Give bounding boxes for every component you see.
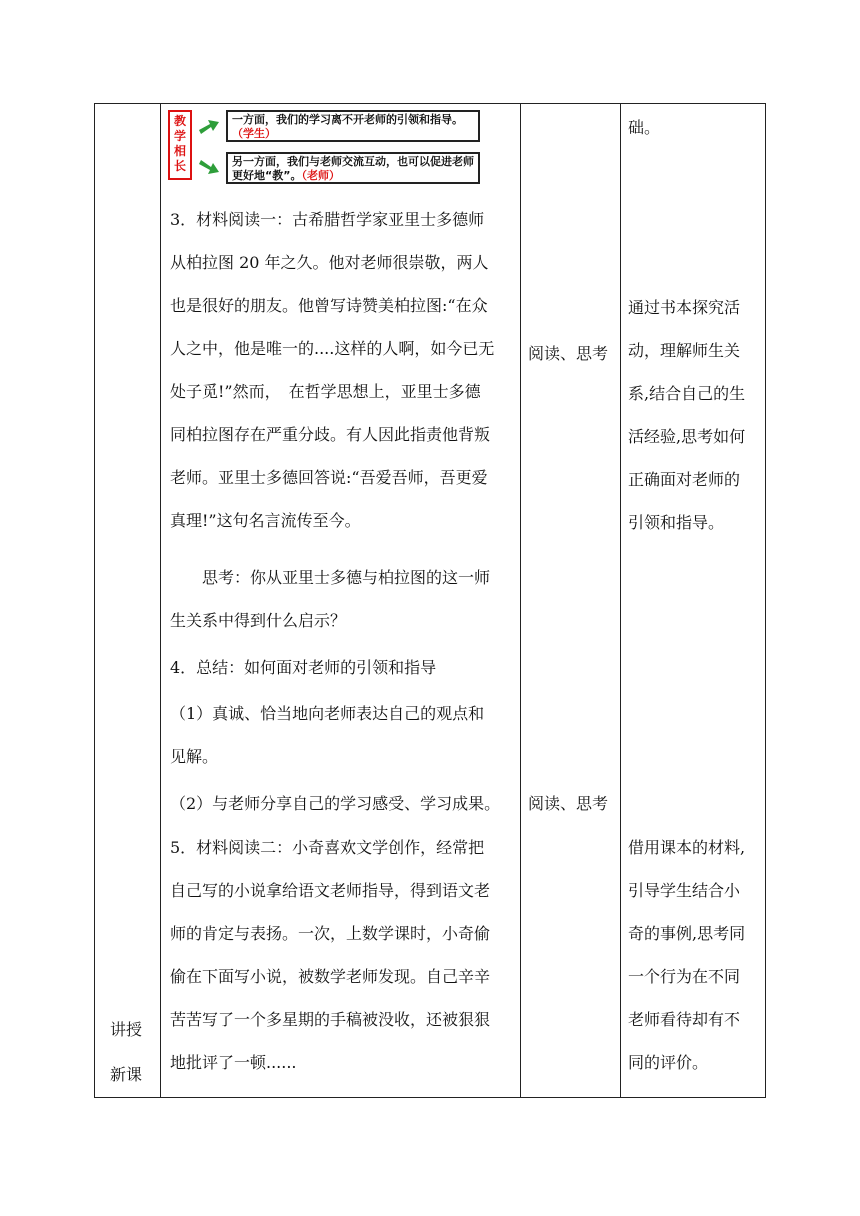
text-line: 借用课本的材料, [628,838,746,857]
text-line: 通过书本探究活 [628,298,741,317]
tag-char: 教 [173,114,186,128]
text-line: （1）真诚、恰当地向老师表达自己的观点和 [170,704,485,723]
text-line: 见解。 [170,747,219,766]
text-line: 思考：你从亚里士多德与柏拉图的这一师 [170,568,491,587]
diagram-tag [168,110,192,180]
text-line: 师的肯定与表扬。一次，上数学课时，小奇偷 [170,924,491,943]
box-text: 另一方面，我们与老师交流互动，也可以促进老师更好地“教”。 [232,155,474,182]
table-left-border [94,103,95,1098]
teaching-learning-diagram [168,108,498,186]
text-line: 3．材料阅读一：古希腊哲学家亚里士多德师 [170,210,485,229]
text-line: 4．总结：如何面对老师的引领和指导 [170,658,437,677]
text-line: （2）与老师分享自己的学习感受、学习成果。 [170,794,501,813]
text-line: 活经验,思考如何 [628,427,746,446]
box-role: （学生） [232,127,276,140]
text-line: 5．材料阅读二：小奇喜欢文学创作，经常把 [170,838,485,857]
text-line: 同的评价。 [628,1053,709,1072]
tag-char: 相 [173,144,186,158]
student-activity: 阅读、思考 [528,794,609,813]
text-line: 自己写的小说拿给语文老师指导，得到语文老 [170,881,491,900]
table-right-border [765,103,766,1098]
table-bottom-border [94,1097,766,1098]
green-arrow-icon [198,118,220,136]
table-top-border [94,103,766,104]
text-line: 老师。亚里士多德回答说:“吾爱吾师，吾更爱 [170,468,488,487]
text-line: 偷在下面写小说，被数学老师发现。自己辛辛 [170,967,491,986]
column-divider-1 [160,103,161,1098]
tag-char: 长 [173,159,186,173]
column-divider-2 [520,103,521,1098]
text-line: 引导学生结合小 [628,881,741,900]
text-line: 动，理解师生关 [628,341,741,360]
text-line: 也是很好的朋友。他曾写诗赞美柏拉图:“在众 [170,296,488,315]
text-line: 真理!”这句名言流传至今。 [170,511,361,530]
text-line: 苦苦写了一个多星期的手稿被没收，还被狠狠 [170,1010,491,1029]
tag-char: 学 [173,129,186,143]
text-line: 正确面对老师的 [628,470,741,489]
section-label: 新课 [110,1065,143,1084]
text-line: 处子觅!”然而， 在哲学思想上，亚里士多德 [170,382,481,401]
text-line: 地批评了一顿...... [170,1053,297,1072]
text-line: 从柏拉图 20 年之久。他对老师很崇敬，两人 [170,253,489,272]
student-activity: 阅读、思考 [528,344,609,363]
teacher-side-box [226,152,480,184]
column-divider-3 [620,103,621,1098]
text-line: 老师看待却有不 [628,1010,741,1029]
text-line: 奇的事例,思考同 [628,924,746,943]
text-line: 一个行为在不同 [628,967,741,986]
design-intent-continued: 础。 [628,118,661,137]
green-arrow-icon [198,160,220,178]
text-line: 生关系中得到什么启示？ [170,611,347,630]
text-line: 引领和指导。 [628,513,725,532]
box-role: （老师） [301,169,340,182]
text-line: 人之中，他是唯一的....这样的人啊，如今已无 [170,339,495,358]
section-label: 讲授 [110,1020,143,1039]
student-side-box [226,110,480,142]
text-line: 同柏拉图存在严重分歧。有人因此指责他背叛 [170,425,491,444]
text-line: 系,结合自己的生 [628,384,746,403]
box-text: 一方面，我们的学习离不开老师的引领和指导。 [232,113,463,126]
